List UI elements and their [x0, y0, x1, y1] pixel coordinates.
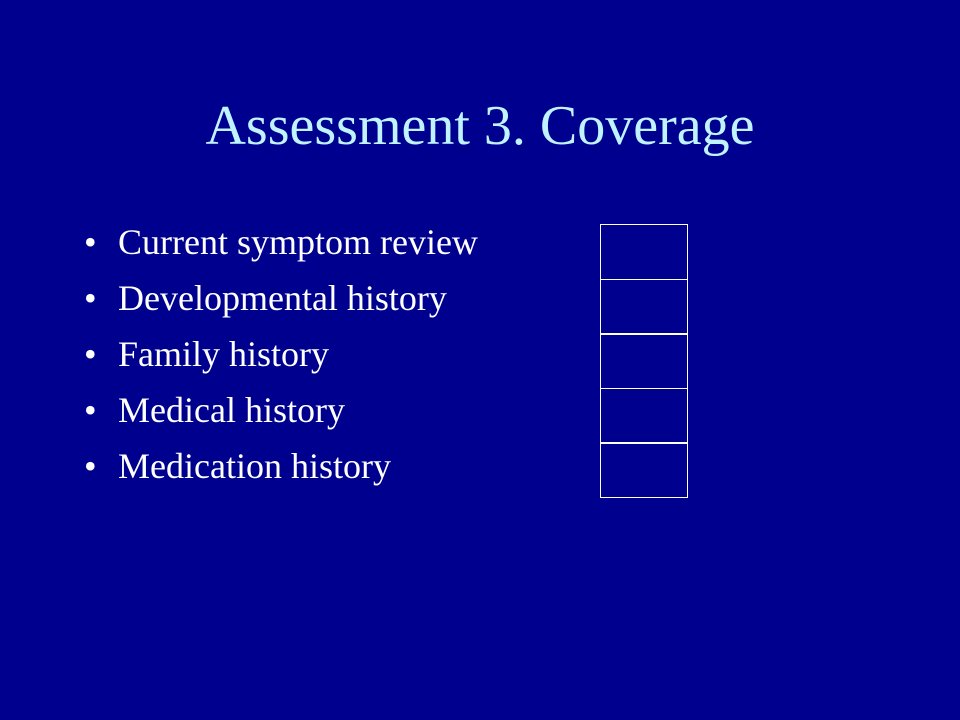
bullet-label: Current symptom review	[118, 222, 478, 262]
bullet-icon: •	[84, 334, 97, 374]
bullet-item-medical-history	[84, 382, 478, 438]
checkbox-medication-history[interactable]	[600, 442, 688, 498]
bullet-list	[84, 214, 478, 494]
checkbox-column	[600, 224, 689, 497]
checkbox-developmental-history[interactable]	[600, 279, 688, 335]
bullet-icon: •	[84, 278, 97, 318]
checkbox-medical-history[interactable]	[600, 388, 688, 444]
bullet-icon: •	[84, 446, 97, 486]
bullet-item-medication-history	[84, 438, 478, 494]
bullet-label: Medication history	[118, 446, 391, 486]
checkbox-current-symptom-review[interactable]	[600, 224, 688, 280]
bullet-label: Family history	[118, 334, 330, 374]
bullet-icon: •	[84, 390, 97, 430]
checkbox-family-history[interactable]	[600, 333, 688, 389]
bullet-icon: •	[84, 222, 97, 262]
bullet-item-developmental-history	[84, 270, 478, 326]
slide-title: Assessment 3. Coverage	[205, 95, 755, 157]
bullet-label: Medical history	[118, 390, 345, 430]
bullet-label: Developmental history	[118, 278, 447, 318]
bullet-item-family-history	[84, 326, 478, 382]
bullet-item-current-symptom-review	[84, 214, 478, 270]
